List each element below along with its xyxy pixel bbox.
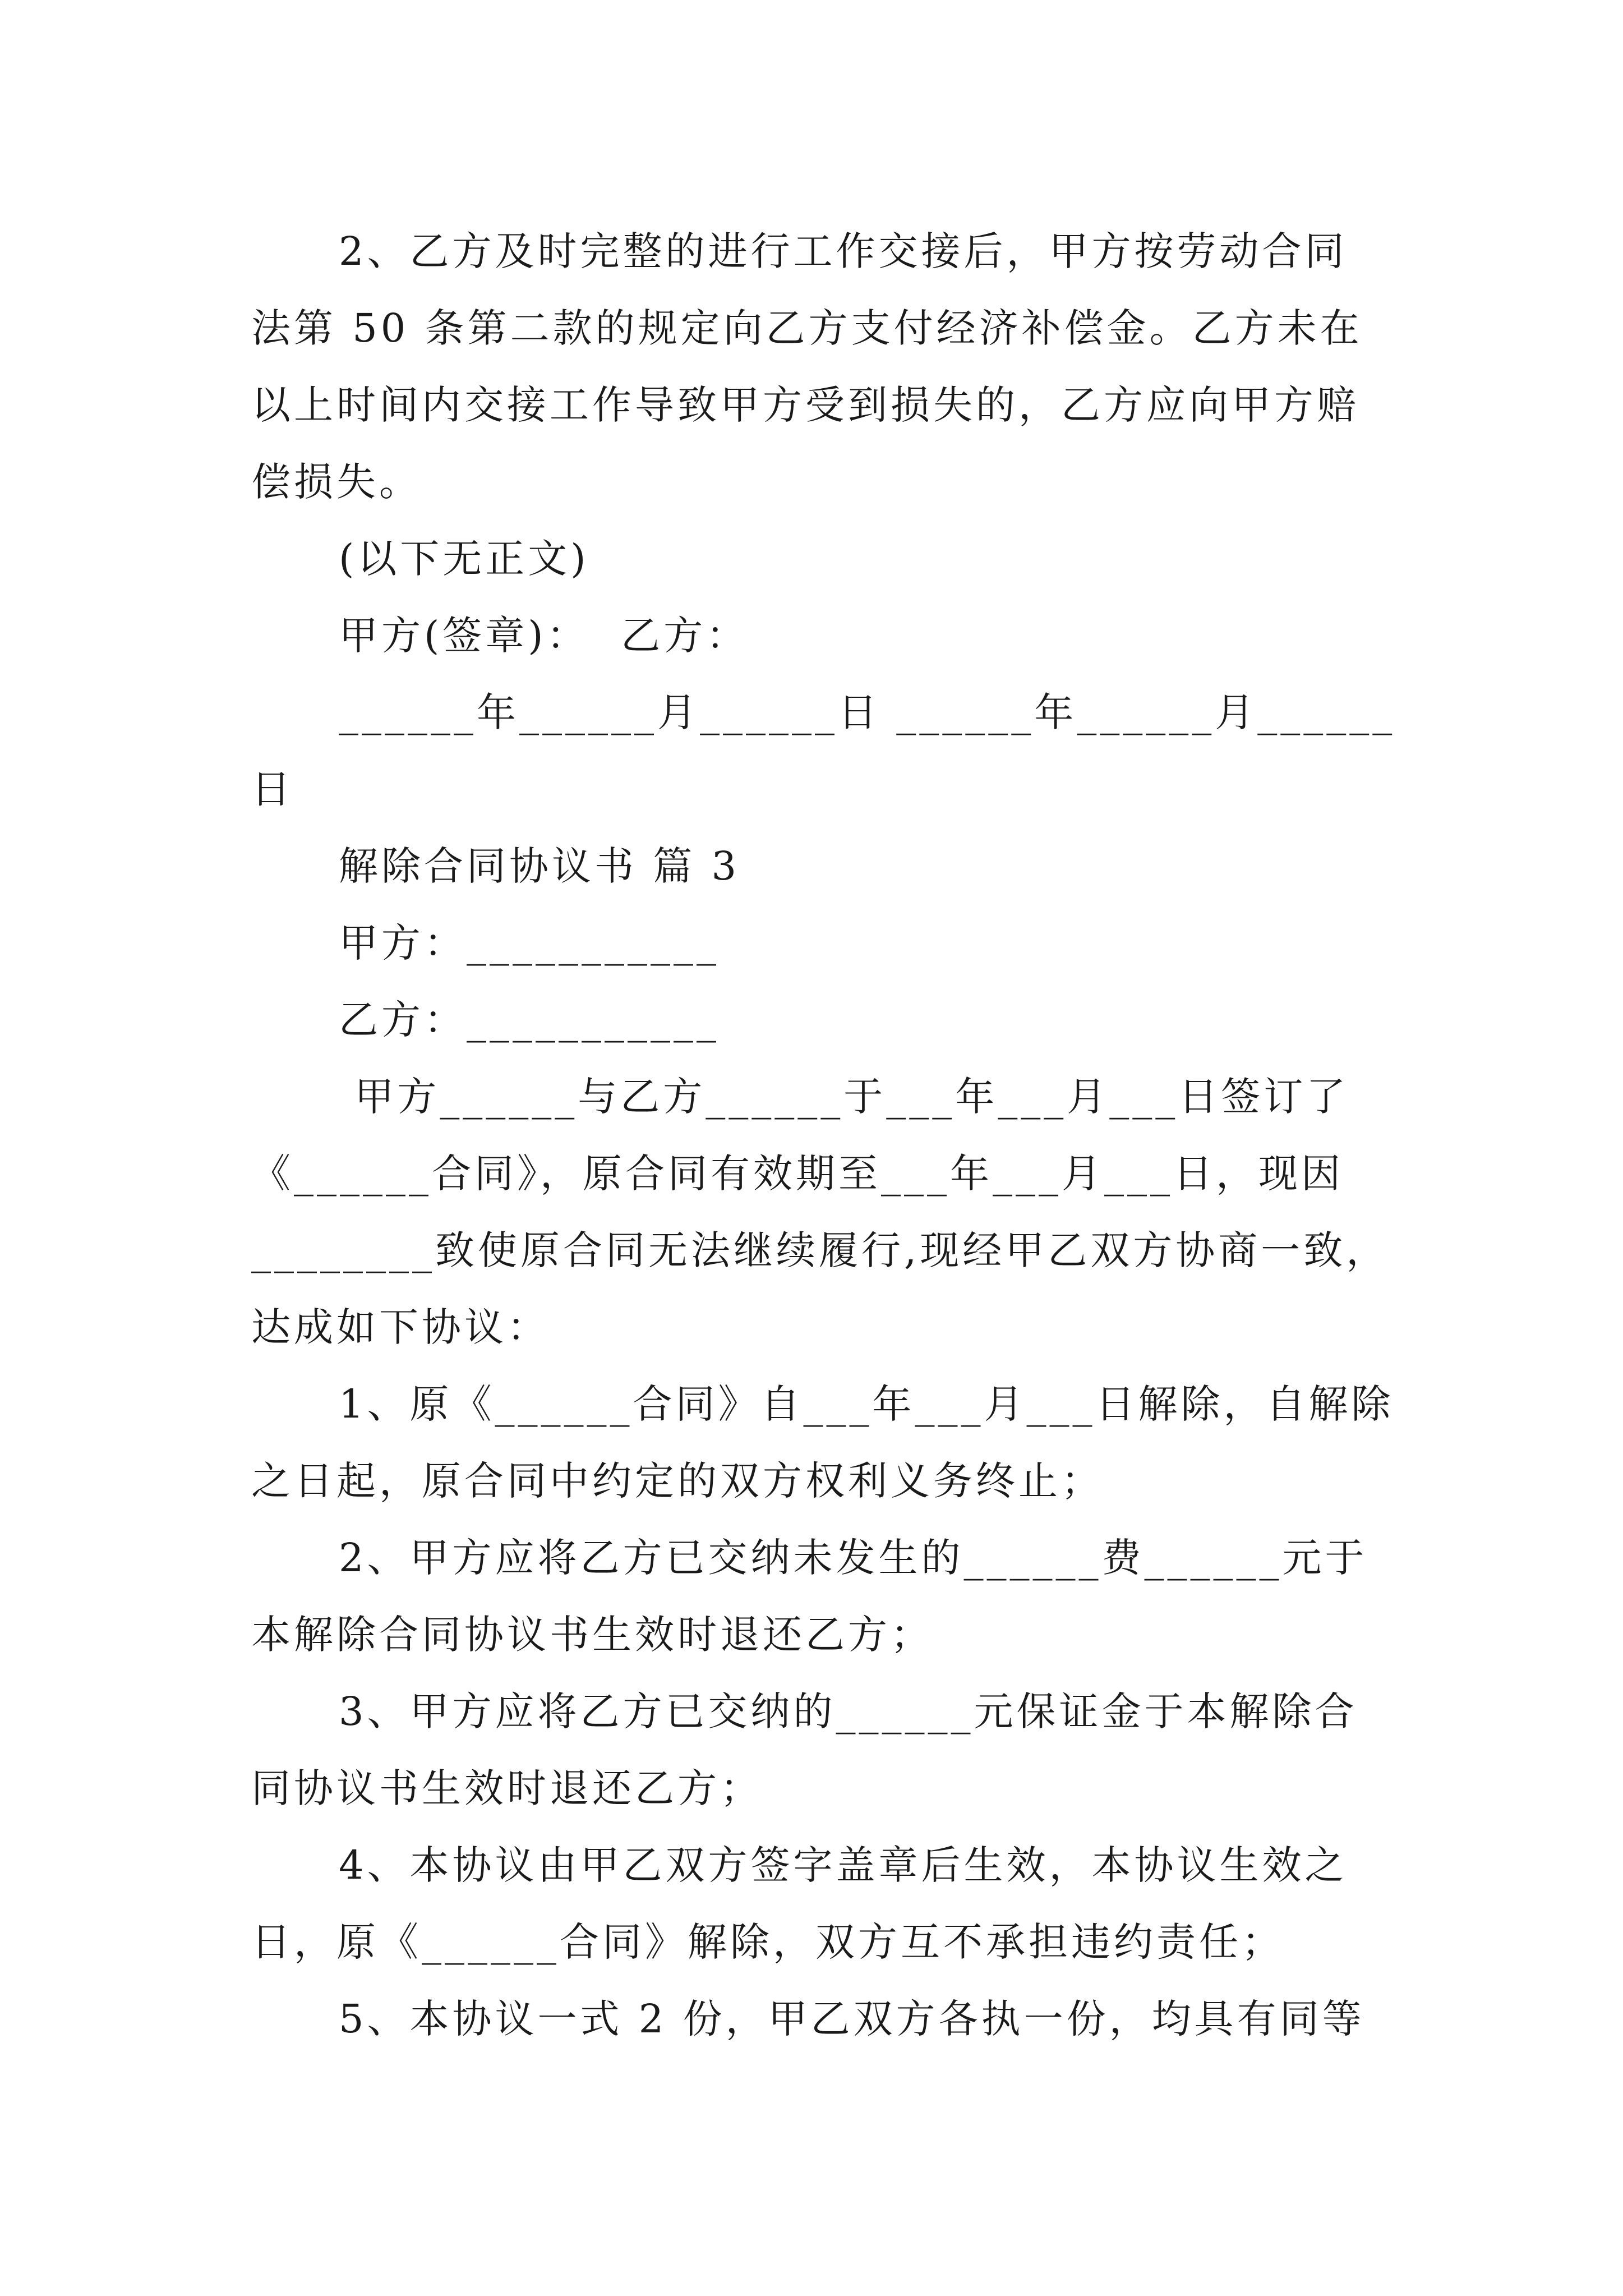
paragraph-line: 《______合同》，原合同有效期至___年___月___日，现因 <box>251 1151 1344 1197</box>
paragraph-line: 甲方______与乙方______于___年___月___日签订了 <box>339 1074 1349 1120</box>
clause-4: 4、本协议由甲乙双方签字盖章后生效，本协议生效之 <box>339 1842 1348 1888</box>
section-title: 解除合同协议书 篇 3 <box>339 843 740 889</box>
paragraph-line: 达成如下协议： <box>251 1304 550 1350</box>
paragraph-line: ________致使原合同无法继续履行,现经甲乙双方协商一致， <box>251 1227 1389 1273</box>
clause-4: 日，原《______合同》解除，双方互不承担违约责任； <box>251 1919 1284 1965</box>
clause-3: 同协议书生效时退还乙方； <box>251 1765 763 1811</box>
clause-5: 5、本协议一式 2 份，甲乙双方各执一份，均具有同等 <box>339 1996 1365 2042</box>
date-blanks-line: 日 <box>251 766 294 812</box>
paragraph-line: 2、乙方及时完整的进行工作交接后，甲方按劳动合同 <box>339 228 1348 274</box>
clause-1: 1、原《______合同》自___年___月___日解除，自解除 <box>339 1381 1394 1427</box>
party-a-field: 甲方：___________ <box>339 920 720 966</box>
clause-3: 3、甲方应将乙方已交纳的______元保证金于本解除合 <box>339 1688 1358 1734</box>
clause-2: 2、甲方应将乙方已交纳未发生的______费______元于 <box>339 1535 1368 1581</box>
party-b-field: 乙方：___________ <box>339 997 720 1043</box>
paragraph-line: 法第 50 条第二款的规定向乙方支付经济补偿金。乙方未在 <box>251 305 1363 351</box>
document-page <box>251 213 1396 2058</box>
paragraph-line: 偿损失。 <box>251 459 422 505</box>
signature-line: 甲方(签章)： 乙方： <box>339 613 749 659</box>
clause-2: 本解除合同协议书生效时退还乙方； <box>251 1612 933 1658</box>
date-blanks-line: ______年______月______日 ______年______月______ <box>339 689 1396 735</box>
paragraph-line: 以上时间内交接工作导致甲方受到损失的，乙方应向甲方赔 <box>251 382 1359 428</box>
clause-1: 之日起，原合同中约定的双方权利义务终止； <box>251 1458 1104 1504</box>
no-body-text-note: (以下无正文) <box>339 536 589 582</box>
